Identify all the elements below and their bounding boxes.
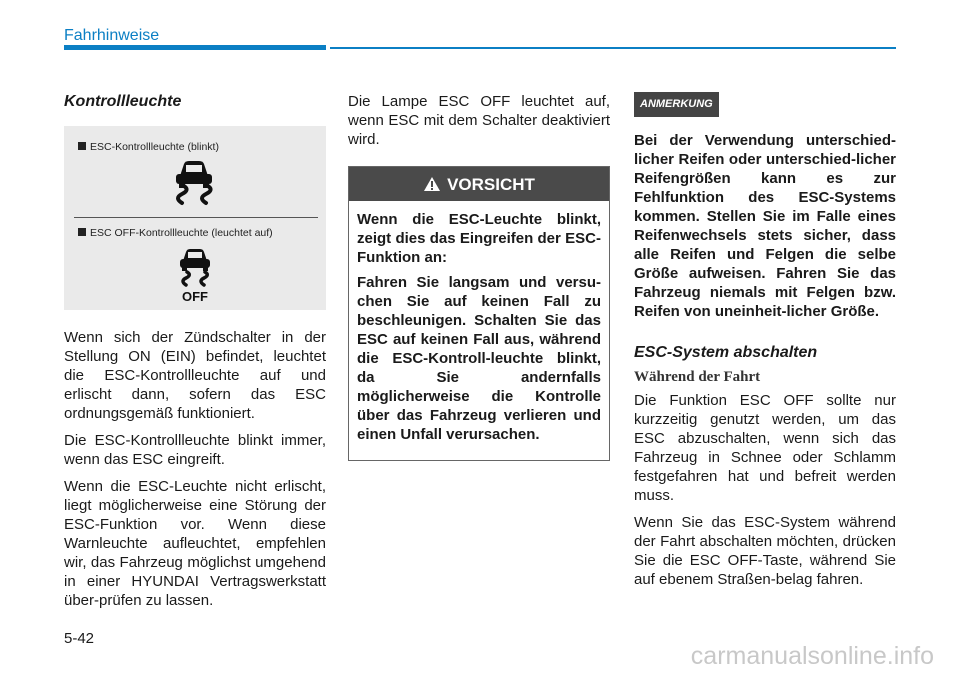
header-rule-thin xyxy=(330,47,896,49)
page-number: 5-42 xyxy=(64,630,95,647)
heading-kontrollleuchte: Kontrollleuchte xyxy=(64,93,182,110)
paragraph-intro: Die Lampe ESC OFF leuchtet auf, wenn ESC mit dem Schalter deaktiviert wird. xyxy=(348,93,610,148)
caution-header xyxy=(349,167,609,201)
paragraph: Wenn sich der Zündschalter in der Stellung ON (EIN) befindet, leuchtet die ESC-Kontrollleuchte auf und erlischt dann, sofern das ESC ordnungsgemäß funktioniert. xyxy=(64,329,326,422)
figure-caption-bottom-text: ESC OFF-Kontrollleuchte (leuchtet auf) xyxy=(90,227,273,239)
paragraph: Die Funktion ESC OFF sollte nur kurzzeitig genutzt werden, um das ESC abzuschalten, wenn sich das Fahrzeug in Schnee oder Schlamm festgefahren hat und befreit werden muss. xyxy=(634,392,896,504)
bullet-square-icon xyxy=(78,142,86,150)
figure-caption-top xyxy=(78,138,219,157)
header-rule-thick xyxy=(64,45,326,50)
subheading-waehrend-fahrt: Während der Fahrt xyxy=(634,369,761,385)
warning-triangle-icon xyxy=(423,176,441,192)
paragraph: Die ESC-Kontrollleuchte blinkt immer, wenn das ESC eingreift. xyxy=(64,432,326,468)
caution-title: VORSICHT xyxy=(447,174,535,194)
caution-paragraph: Wenn die ESC-Leuchte blinkt, zeigt dies das Eingreifen der ESC-Funktion an: xyxy=(357,211,601,266)
middle-column xyxy=(348,92,610,461)
esc-skid-icon xyxy=(168,156,220,206)
right-column xyxy=(634,92,896,597)
figure-caption-top-text: ESC-Kontrollleuchte (blinkt) xyxy=(90,141,219,153)
caution-box xyxy=(348,166,610,461)
note-badge: ANMERKUNG xyxy=(634,92,719,117)
note-text: Bei der Verwendung unterschied-licher Reifen oder unterschied-licher Reifengrößen kann es zur Fehlfunktion des ESC-Systems kommen. Stellen Sie im Falle eines Reifenwechsels stets sicher, dass alle Reifen und Felgen die selbe Größe aufweisen. Fahren Sie das Fahrzeug niemals mit Felgen bzw. Reifen von uneinheit-licher Größe. xyxy=(634,132,896,320)
bullet-square-icon xyxy=(78,228,86,236)
figure-divider xyxy=(74,217,318,218)
section-title: Fahrhinweise xyxy=(64,27,160,44)
heading-esc-abschalten: ESC-System abschalten xyxy=(634,344,818,361)
left-column xyxy=(64,92,326,618)
caution-paragraph: Fahren Sie langsam und versu-chen Sie auf keinen Fall zu beschleunigen. Schalten Sie das ESC auf keinen Fall aus, während die ESC-Kontroll-leuchte blinkt, da Sie andernfalls möglicherweise die Kontrolle über das Fahrzeug verlieren und einen Unfall verursachen. xyxy=(357,274,601,443)
esc-off-icon xyxy=(174,245,216,303)
paragraph: Wenn die ESC-Leuchte nicht erlischt, liegt möglicherweise eine Störung der ESC-Funktion vor. Wenn diese Warnleuchte aufleuchtet, empfehlen wir, das Fahrzeug möglichst umgehend in einer HYUNDAI Vertragswerkstatt über-prüfen zu lassen. xyxy=(64,478,326,609)
paragraph: Wenn Sie das ESC-System während der Fahrt abschalten möchten, drücken Sie die ESC OFF-Taste, während Sie auf ebenem Straßen-belag fahren. xyxy=(634,514,896,588)
figure-caption-bottom xyxy=(78,224,273,243)
off-label: OFF xyxy=(182,289,208,303)
indicator-figure xyxy=(64,126,326,310)
caution-body xyxy=(349,201,609,460)
watermark: carmanualsonline.info xyxy=(690,642,934,670)
